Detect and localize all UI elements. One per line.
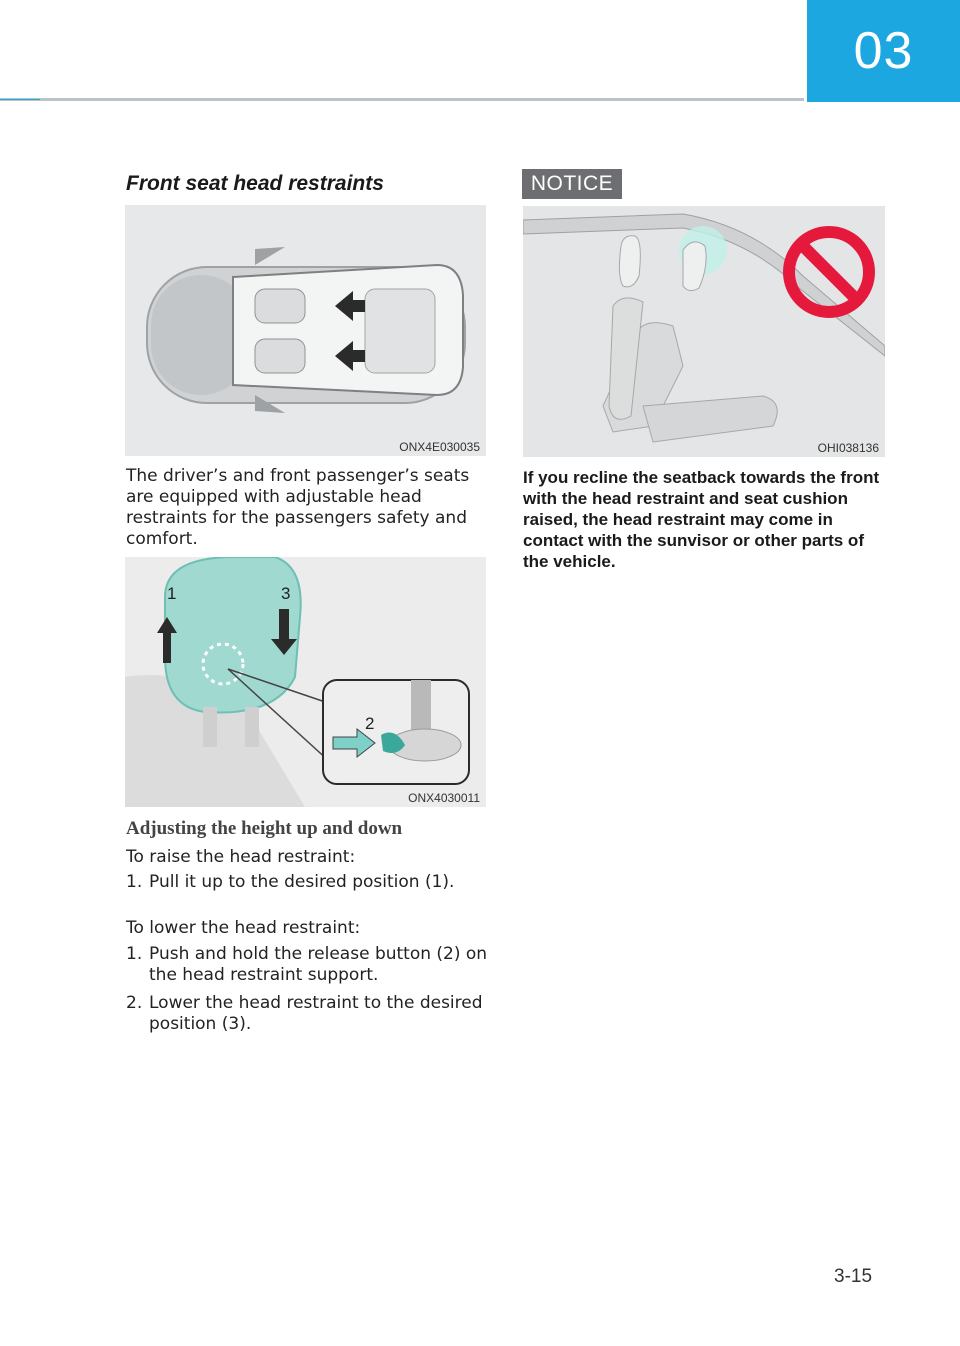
figure-head-restraint	[125, 557, 486, 807]
intro-paragraph: The driver’s and front passenger’s seats are equipped with adjustable head restraints for the passengers safety and comfort.	[126, 466, 470, 549]
step-text: Pull it up to the desired position (1).	[149, 872, 455, 892]
adjust-subheading: Adjusting the height up and down	[126, 818, 403, 839]
chapter-tab: 03	[807, 0, 960, 102]
step-number: 1.	[126, 944, 143, 964]
header-rule	[0, 98, 804, 101]
callout-3: 3	[281, 584, 291, 603]
header-rule-accent	[0, 99, 40, 100]
notice-label: NOTICE	[522, 169, 622, 199]
step-number: 1.	[126, 872, 143, 892]
figure2-code: ONX4030011	[408, 791, 480, 805]
page-number: 3-15	[834, 1266, 873, 1287]
lower-intro: To lower the head restraint:	[126, 918, 361, 938]
raise-intro: To raise the head restraint:	[126, 847, 356, 867]
figure1-code: ONX4E030035	[399, 440, 480, 454]
callout-2: 2	[365, 714, 375, 733]
car-top-view-illustration	[125, 205, 486, 456]
figure-car-top-view	[125, 205, 486, 456]
section-heading: Front seat head restraints	[126, 172, 384, 195]
notice-figure-code: OHI038136	[817, 441, 879, 455]
figure-notice-seat	[523, 206, 885, 457]
notice-seat-illustration	[523, 206, 885, 457]
raise-step-1	[126, 872, 489, 893]
step-text: Lower the head restraint to the desired position (3).	[149, 993, 483, 1034]
step-number: 2.	[126, 993, 143, 1013]
step-text: Push and hold the release button (2) on the head restraint support.	[149, 944, 488, 985]
notice-text: If you recline the seatback towards the front with the head restraint and seat cushion raised, the head restraint may come in contact with the sunvisor or other parts of the vehicle.	[523, 468, 880, 571]
head-restraint-illustration	[125, 557, 486, 807]
lower-step-2	[126, 993, 489, 1035]
lower-step-1	[126, 944, 489, 986]
callout-1: 1	[167, 584, 177, 603]
